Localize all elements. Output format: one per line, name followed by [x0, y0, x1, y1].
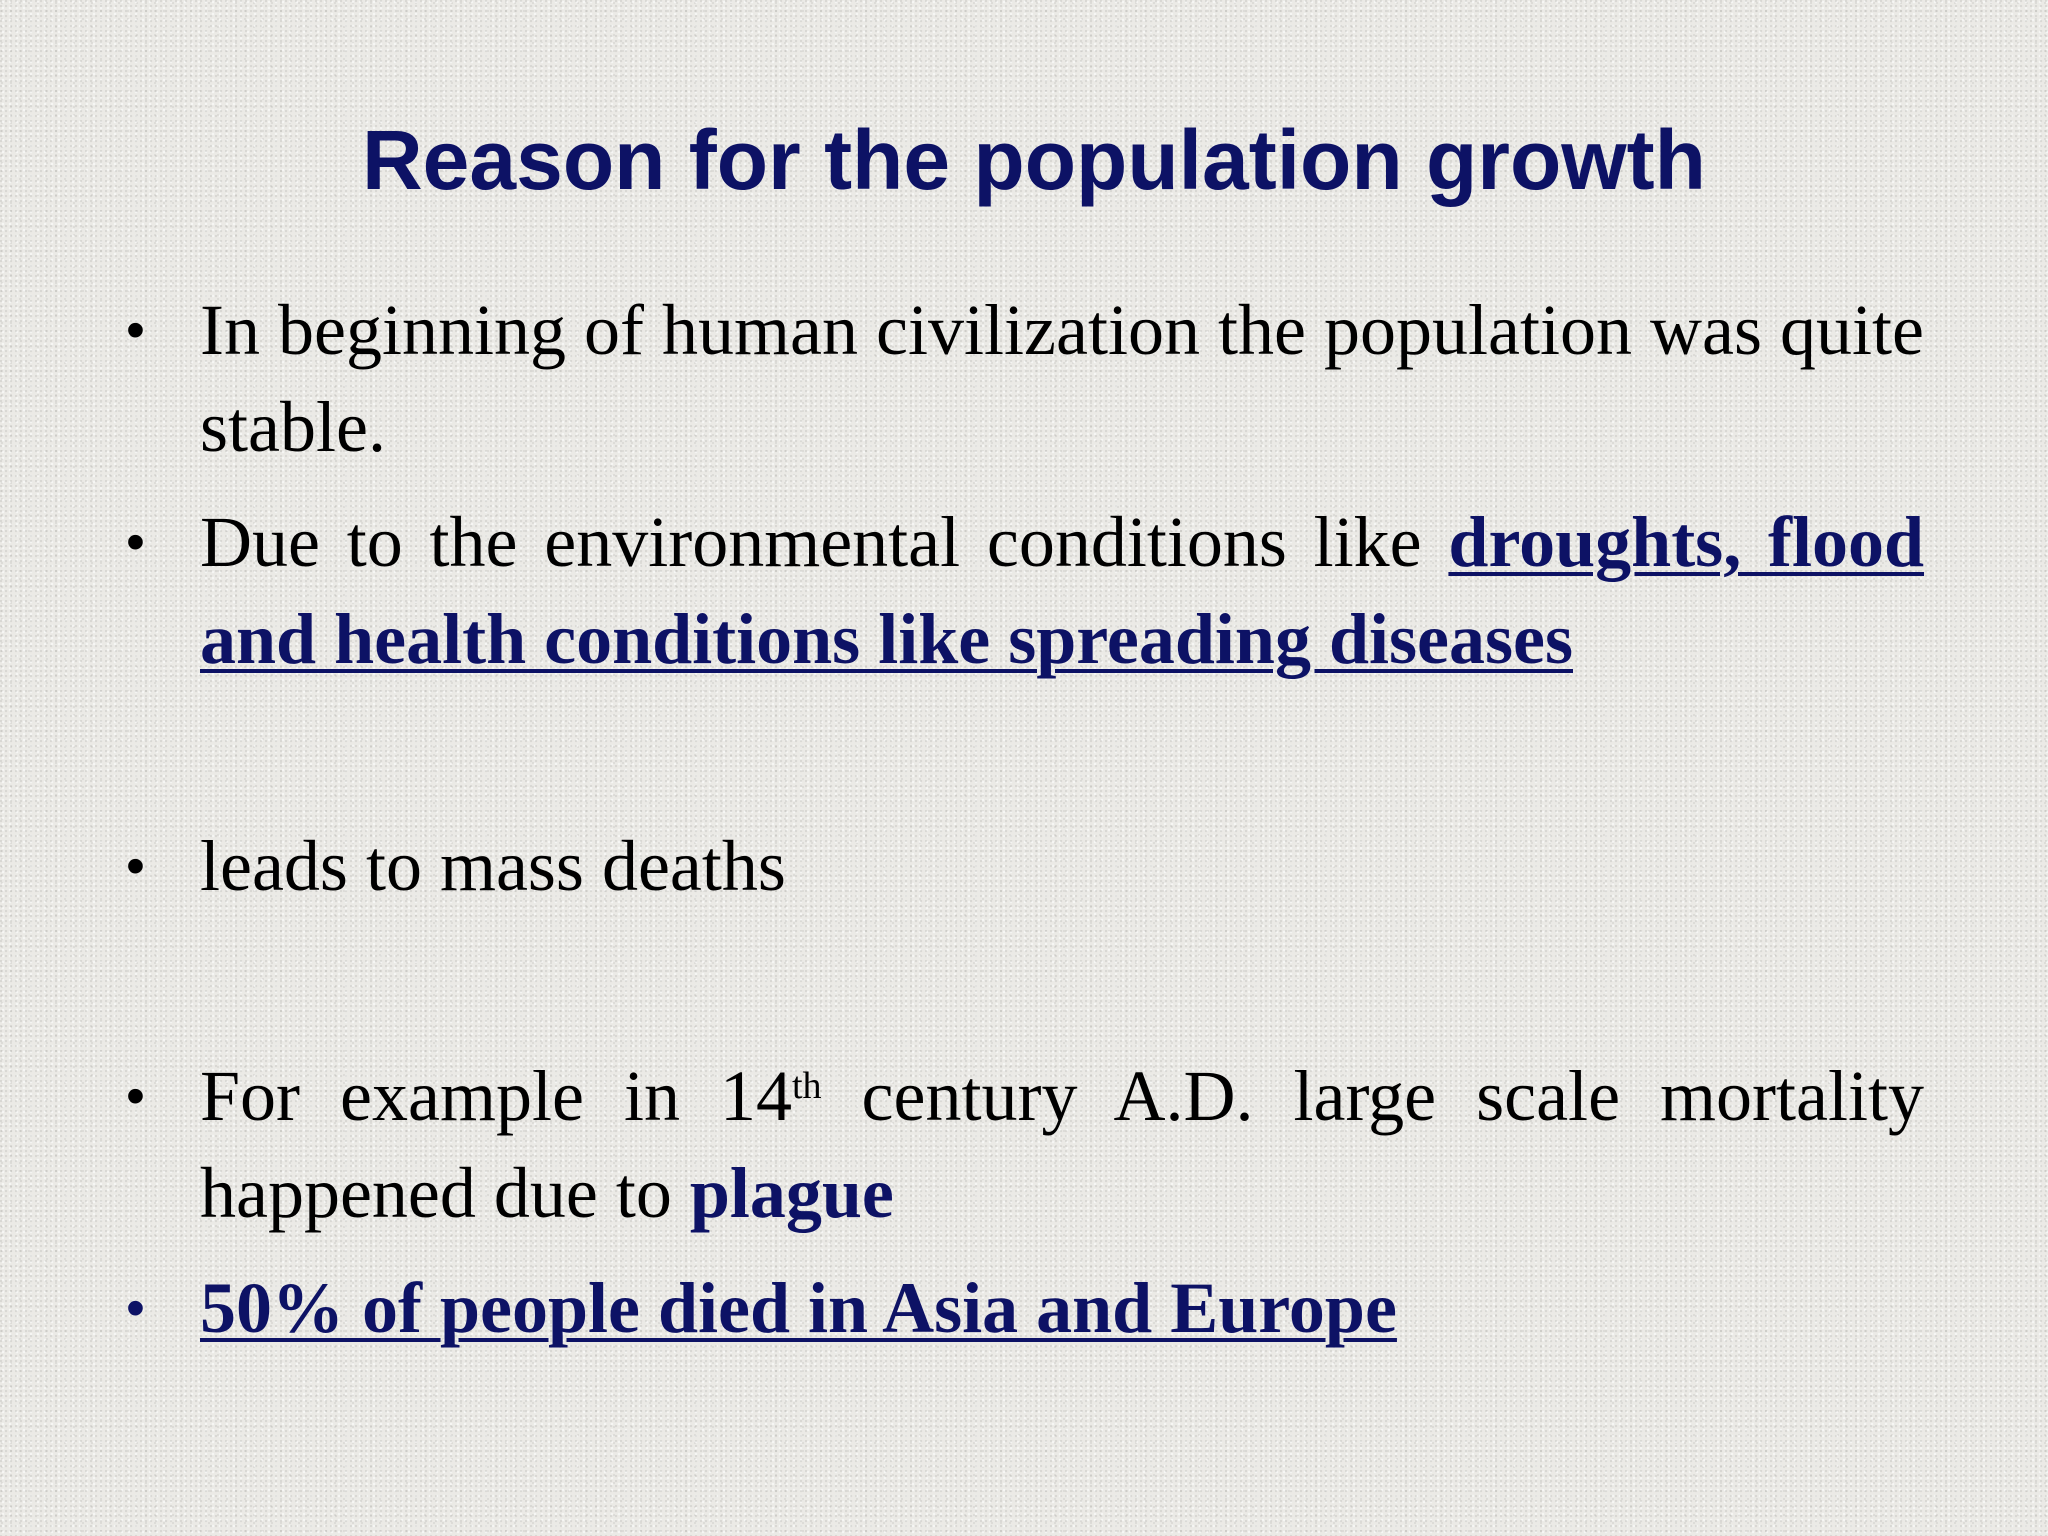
bullet-item	[126, 494, 1924, 688]
highlighted-phrase: droughts, flood and health conditions like spreading diseases	[200, 502, 1925, 679]
bullet-item	[126, 818, 1924, 915]
bullet-text-group	[200, 1048, 1924, 1242]
bullet-item	[126, 282, 1924, 476]
ordinal-superscript: th	[791, 1065, 822, 1107]
bullet-marker: •	[126, 300, 145, 360]
bullet-item	[126, 1260, 1924, 1357]
bullet-text: Due to the environmental conditions like	[200, 502, 1449, 582]
bullet-text-group	[200, 494, 1924, 688]
highlighted-phrase: 50% of people died in Asia and Europe	[200, 1268, 1397, 1348]
bullet-marker: •	[126, 1278, 145, 1338]
bullet-text-continued: century A.D. large scale mortality happened due to	[200, 1056, 1924, 1233]
bullet-text: In beginning of human civilization the population was quite stable.	[200, 290, 1924, 467]
slide-title: Reason for the population growth	[362, 113, 1706, 207]
bullet-marker: •	[126, 836, 145, 896]
bullet-marker: •	[126, 512, 145, 572]
bullet-text: For example in 14	[200, 1056, 792, 1136]
highlighted-word: plague	[689, 1153, 894, 1233]
bullet-marker: •	[126, 1066, 145, 1126]
bullet-item	[126, 1048, 1924, 1242]
bullet-text-group	[200, 1260, 1924, 1357]
bullet-text: leads to mass deaths	[200, 826, 786, 906]
